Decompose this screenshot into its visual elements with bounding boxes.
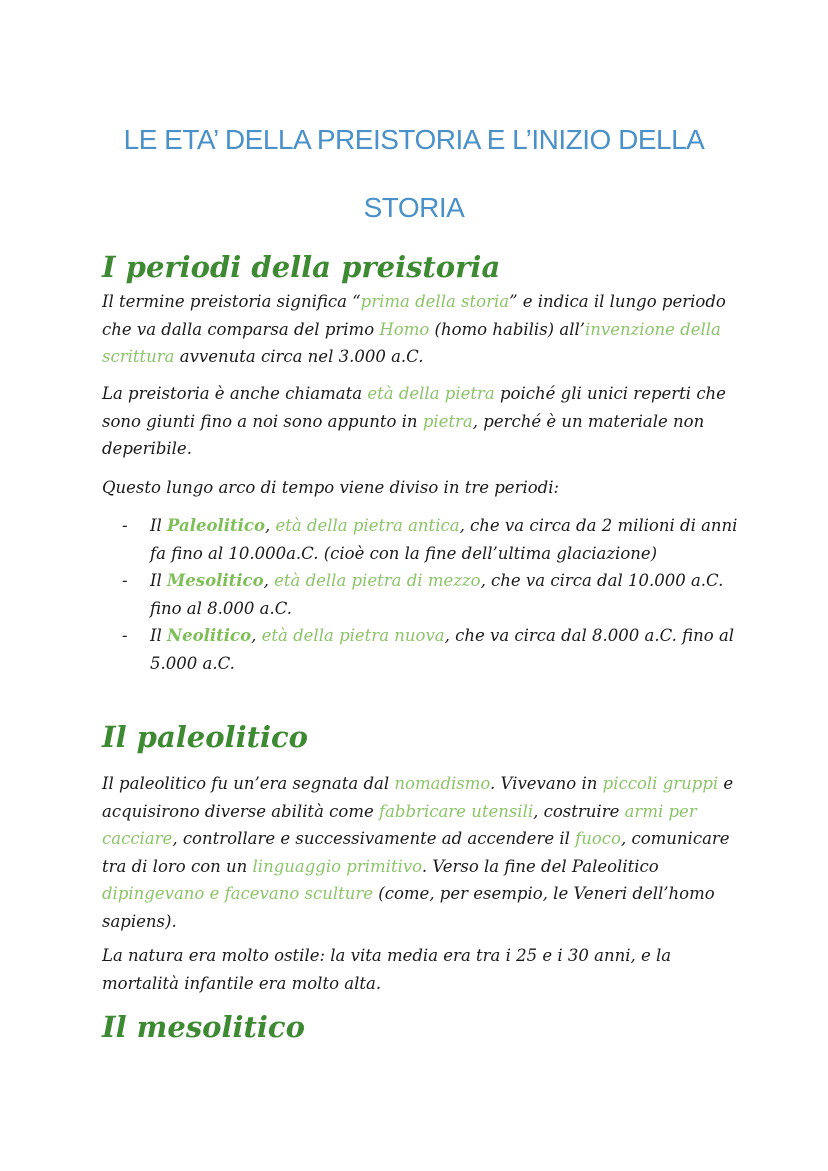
text-run: . Vivevano in [490,774,603,793]
text-run: , costruire [533,801,625,821]
list-dash: - [122,516,128,535]
paragraph-eta-pietra [102,380,742,463]
highlight-text: età della pietra di mezzo [274,571,481,590]
text-run: , controllare e successivamente ad accendere il [172,829,576,848]
highlight-text: dipingevano e facevano sculture [102,884,374,903]
text-run: . Verso la fine del Paleolitico [421,856,659,876]
document-title-line2: STORIA [363,192,465,223]
text-run: (homo habilis) all’ [429,319,585,339]
text-run: poiché gli unici reperti che sono giunti fino a noi sono appunto in [102,384,726,431]
highlight-text: fuoco [575,829,621,848]
highlight-text: età della pietra nuova [261,626,445,645]
list-dash: - [122,571,128,590]
highlight-text: linguaggio primitivo [252,856,422,876]
text-run: , [264,516,276,535]
paragraph-tre-periodi: Questo lungo arco di tempo viene diviso in tre periodi: [102,478,560,497]
highlight-term: Mesolitico [167,571,264,590]
text-run: Il [150,626,168,645]
text-run: , che va circa da 2 milioni di anni fa fino al 10.000a.C. (cioè con la fine dell’ultima glaciazione) [150,516,738,563]
document-title-line1: LE ETA’ DELLA PREISTORIA E L’INIZIO DELLA [123,124,705,155]
paragraph-natura: La natura era molto ostile: la vita media era tra i 25 e i 30 anni, e la mortalità infantile era molto alta. [102,946,672,993]
text-run: Il [150,516,168,535]
text-run: , comunicare tra di loro con un [102,829,730,876]
paragraph-paleolitico [102,770,742,935]
periods-list [120,512,740,677]
text-run: Il [150,571,168,590]
section-heading-periodi: I periodi della preistoria [102,250,501,284]
text-run: ” e indica il lungo periodo che va dalla comparsa del primo [102,292,726,339]
text-run: Il termine preistoria significa “ [102,292,361,311]
text-run: e acquisirono diverse abilità come [102,774,734,821]
section-heading-paleolitico: Il paleolitico [102,720,309,754]
list-item [120,567,740,622]
section-heading-mesolitico: Il mesolitico [102,1010,305,1044]
text-run: Il paleolitico fu un’era segnata dal [102,774,395,793]
text-run: , che va circa dal 8.000 a.C. fino al 5.000 a.C. [150,626,735,673]
highlight-text: prima della storia [360,292,510,311]
highlight-text: fabbricare utensili [378,801,534,821]
highlight-text: età della pietra antica [275,516,460,535]
text-run: , perché è un materiale non deperibile. [102,411,705,458]
highlight-text: piccoli gruppi [602,774,719,793]
text-run: , [263,571,275,590]
highlight-text: nomadismo [394,774,491,793]
highlight-term: Paleolitico [167,516,265,535]
text-run: avvenuta circa nel 3.000 a.C. [174,347,424,366]
highlight-term: Neolitico [167,626,252,645]
text-run: La preistoria è anche chiamata [102,384,368,403]
list-dash: - [122,626,128,645]
paragraph-definizione [102,288,742,371]
highlight-text: Homo [379,319,430,339]
list-item [120,512,740,567]
highlight-text: armi per cacciare [102,801,697,848]
text-run: (come, per esempio, le Veneri dell’homo sapiens). [102,884,715,931]
highlight-text: pietra [422,411,473,431]
list-item [120,622,740,677]
text-run: , [251,626,262,645]
highlight-text: invenzione della scrittura [102,319,721,366]
text-run: , che va circa dal 10.000 a.C. fino al 8.000 a.C. [150,571,724,618]
highlight-text: età della pietra [367,384,495,403]
